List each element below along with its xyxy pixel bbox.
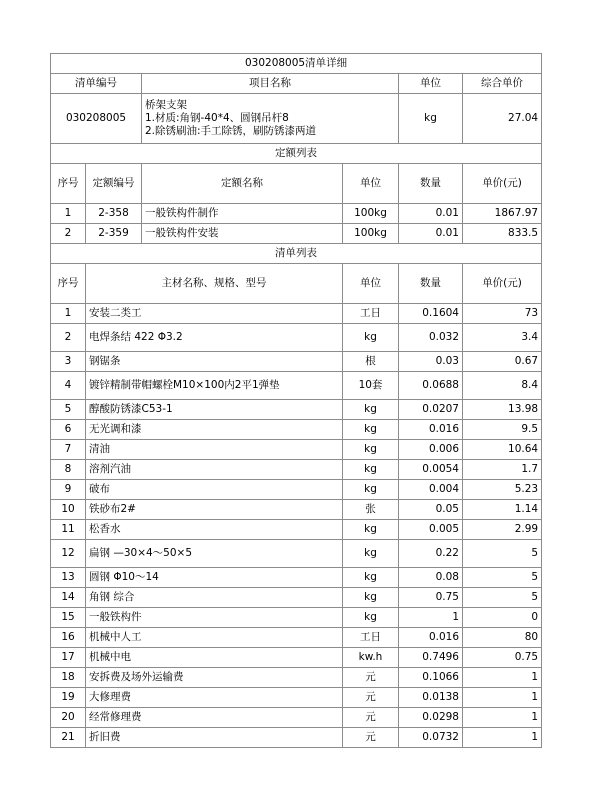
material-no: 21 [51, 728, 86, 748]
bill-detail-sheet [50, 53, 541, 748]
material-no: 14 [51, 588, 86, 608]
quota-name: 一般铁构件制作 [142, 204, 343, 224]
material-price: 5 [463, 540, 542, 568]
material-qty: 0.75 [399, 588, 463, 608]
material-qty: 0.1604 [399, 304, 463, 324]
material-row [51, 608, 542, 628]
material-price: 2.99 [463, 520, 542, 540]
material-price: 5.23 [463, 480, 542, 500]
material-price: 8.4 [463, 372, 542, 400]
material-name: 无光调和漆 [86, 420, 343, 440]
material-unit: 元 [343, 668, 399, 688]
material-name: 折旧费 [86, 728, 343, 748]
material-qty-header: 数量 [399, 264, 463, 304]
material-unit: kg [343, 324, 399, 352]
material-qty: 0.22 [399, 540, 463, 568]
bill-name-header: 项目名称 [142, 74, 399, 94]
quota-unit: 100kg [343, 224, 399, 244]
quota-price-header: 单价(元) [463, 164, 542, 204]
material-unit: kg [343, 440, 399, 460]
material-unit: 工日 [343, 304, 399, 324]
material-no: 11 [51, 520, 86, 540]
quota-no: 2 [51, 224, 86, 244]
material-qty: 0.016 [399, 628, 463, 648]
material-unit: kg [343, 568, 399, 588]
material-name: 机械中人工 [86, 628, 343, 648]
material-qty: 0.08 [399, 568, 463, 588]
material-no: 7 [51, 440, 86, 460]
bill-name-line-3: 2.除锈刷油:手工除锈，刷防锈漆两道 [145, 125, 317, 137]
material-qty: 0.016 [399, 420, 463, 440]
bill-header-row [51, 74, 542, 94]
material-unit: 元 [343, 728, 399, 748]
quota-qty: 0.01 [399, 204, 463, 224]
material-no: 3 [51, 352, 86, 372]
quota-row [51, 204, 542, 224]
material-no: 10 [51, 500, 86, 520]
bill-name-line-2: 1.材质:角钢-40*4、圆钢吊杆8 [145, 112, 289, 124]
material-price: 3.4 [463, 324, 542, 352]
quota-unit-header: 单位 [343, 164, 399, 204]
quota-code: 2-358 [86, 204, 142, 224]
material-no: 12 [51, 540, 86, 568]
material-price: 0.67 [463, 352, 542, 372]
material-price: 5 [463, 568, 542, 588]
material-name: 醇酸防锈漆C53-1 [86, 400, 343, 420]
material-row [51, 420, 542, 440]
material-unit-header: 单位 [343, 264, 399, 304]
bill-code: 030208005 [51, 94, 142, 144]
material-row [51, 568, 542, 588]
quota-row [51, 224, 542, 244]
material-name: 松香水 [86, 520, 343, 540]
quota-price: 1867.97 [463, 204, 542, 224]
quota-name: 一般铁构件安装 [142, 224, 343, 244]
quota-code-header: 定额编号 [86, 164, 142, 204]
material-price: 0.75 [463, 648, 542, 668]
material-no: 2 [51, 324, 86, 352]
material-row [51, 520, 542, 540]
material-qty: 0.0298 [399, 708, 463, 728]
material-qty: 0.03 [399, 352, 463, 372]
material-row [51, 304, 542, 324]
material-name: 钢锯条 [86, 352, 343, 372]
material-qty: 0.005 [399, 520, 463, 540]
material-unit: kg [343, 420, 399, 440]
material-name: 机械中电 [86, 648, 343, 668]
material-price: 1 [463, 708, 542, 728]
material-no: 20 [51, 708, 86, 728]
material-no: 8 [51, 460, 86, 480]
material-name-header: 主材名称、规格、型号 [86, 264, 343, 304]
material-row [51, 480, 542, 500]
material-no: 19 [51, 688, 86, 708]
material-row [51, 324, 542, 352]
material-no: 1 [51, 304, 86, 324]
quota-unit: 100kg [343, 204, 399, 224]
material-price: 1 [463, 728, 542, 748]
material-name: 镀锌精制带帽螺栓M10×100内2平1弹垫 [86, 372, 343, 400]
material-qty: 0.0054 [399, 460, 463, 480]
material-row [51, 500, 542, 520]
material-price: 0 [463, 608, 542, 628]
material-row [51, 588, 542, 608]
material-unit: kg [343, 480, 399, 500]
material-name: 破布 [86, 480, 343, 500]
material-qty: 0.0688 [399, 372, 463, 400]
material-unit: 元 [343, 688, 399, 708]
material-qty: 0.05 [399, 500, 463, 520]
material-row [51, 372, 542, 400]
quota-code: 2-359 [86, 224, 142, 244]
material-row [51, 628, 542, 648]
material-unit: 元 [343, 708, 399, 728]
quota-price: 833.5 [463, 224, 542, 244]
bill-price: 27.04 [463, 94, 542, 144]
material-price: 10.64 [463, 440, 542, 460]
material-price: 5 [463, 588, 542, 608]
quota-name-header: 定额名称 [142, 164, 343, 204]
quota-qty-header: 数量 [399, 164, 463, 204]
material-name: 电焊条结 422 Φ3.2 [86, 324, 343, 352]
material-price: 1.14 [463, 500, 542, 520]
material-unit: 工日 [343, 628, 399, 648]
material-price: 13.98 [463, 400, 542, 420]
material-price: 1 [463, 668, 542, 688]
quota-header-row [51, 164, 542, 204]
bill-description [142, 94, 399, 144]
material-no: 4 [51, 372, 86, 400]
material-name: 安装二类工 [86, 304, 343, 324]
material-no: 18 [51, 668, 86, 688]
quota-qty: 0.01 [399, 224, 463, 244]
material-name: 清油 [86, 440, 343, 460]
material-no: 16 [51, 628, 86, 648]
material-name: 角钢 综合 [86, 588, 343, 608]
material-no: 13 [51, 568, 86, 588]
material-unit: 10套 [343, 372, 399, 400]
material-unit: kg [343, 520, 399, 540]
material-qty: 0.004 [399, 480, 463, 500]
material-unit: kg [343, 608, 399, 628]
material-unit: kg [343, 588, 399, 608]
material-price: 9.5 [463, 420, 542, 440]
material-unit: 张 [343, 500, 399, 520]
material-qty: 0.0138 [399, 688, 463, 708]
sheet-title: 030208005清单详细 [51, 54, 542, 74]
material-price: 80 [463, 628, 542, 648]
material-name: 经常修理费 [86, 708, 343, 728]
material-header-row [51, 264, 542, 304]
material-no: 15 [51, 608, 86, 628]
material-qty: 0.1066 [399, 668, 463, 688]
bill-name-line-1: 桥架支架 [145, 99, 187, 111]
material-qty: 0.032 [399, 324, 463, 352]
material-row [51, 648, 542, 668]
bill-row [51, 94, 542, 144]
bill-code-header: 清单编号 [51, 74, 142, 94]
material-qty: 0.7496 [399, 648, 463, 668]
material-qty: 0.0732 [399, 728, 463, 748]
quota-no: 1 [51, 204, 86, 224]
material-name: 一般铁构件 [86, 608, 343, 628]
material-name: 溶剂汽油 [86, 460, 343, 480]
quota-section-title: 定额列表 [51, 144, 542, 164]
material-name: 大修理费 [86, 688, 343, 708]
quota-no-header: 序号 [51, 164, 86, 204]
material-qty: 1 [399, 608, 463, 628]
material-row [51, 688, 542, 708]
bill-unit-header: 单位 [399, 74, 463, 94]
material-row [51, 708, 542, 728]
material-row [51, 352, 542, 372]
material-price: 1.7 [463, 460, 542, 480]
material-row [51, 540, 542, 568]
material-section-title: 清单列表 [51, 244, 542, 264]
material-no: 9 [51, 480, 86, 500]
bill-detail-table [50, 53, 542, 748]
material-price: 73 [463, 304, 542, 324]
material-unit: kg [343, 460, 399, 480]
material-no: 5 [51, 400, 86, 420]
material-row [51, 440, 542, 460]
material-unit: kg [343, 400, 399, 420]
material-name: 铁砂布2# [86, 500, 343, 520]
material-no: 6 [51, 420, 86, 440]
material-no-header: 序号 [51, 264, 86, 304]
material-qty: 0.0207 [399, 400, 463, 420]
material-no: 17 [51, 648, 86, 668]
material-name: 圆钢 Φ10～14 [86, 568, 343, 588]
material-price-header: 单价(元) [463, 264, 542, 304]
material-row [51, 460, 542, 480]
material-row [51, 728, 542, 748]
material-unit: kg [343, 540, 399, 568]
bill-price-header: 综合单价 [463, 74, 542, 94]
material-name: 扁钢 —30×4～50×5 [86, 540, 343, 568]
material-name: 安拆费及场外运输费 [86, 668, 343, 688]
material-price: 1 [463, 688, 542, 708]
material-qty: 0.006 [399, 440, 463, 460]
material-unit: 根 [343, 352, 399, 372]
material-row [51, 400, 542, 420]
bill-unit: kg [399, 94, 463, 144]
material-unit: kw.h [343, 648, 399, 668]
material-row [51, 668, 542, 688]
